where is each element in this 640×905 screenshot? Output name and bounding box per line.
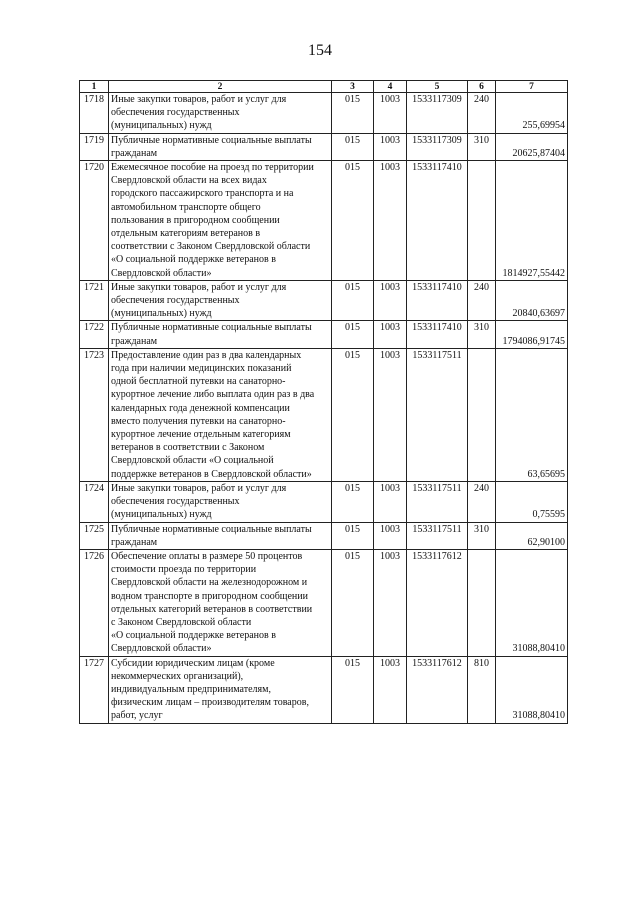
code-col6: 240 [468, 93, 496, 134]
code-col3: 015 [332, 549, 374, 656]
row-number: 1719 [80, 133, 109, 160]
code-col3: 015 [332, 161, 374, 281]
code-col3: 015 [332, 321, 374, 348]
row-number: 1727 [80, 656, 109, 723]
item-description: Иные закупки товаров, работ и услуг для обеспечения государственных (муниципальных) нужд [109, 93, 332, 134]
table-row [80, 133, 568, 160]
amount-value: 62,90100 [496, 522, 568, 549]
item-description: Обеспечение оплаты в размере 50 процентов стоимости проезда по территории Свердловской области на железнодорожном и водном транспорте в пригородном сообщении отдельных категорий ветеранов в соответствии с Законом Свердловской области «О социальной поддержке ветеранов в Свердловской области» [109, 549, 332, 656]
amount-value: 1814927,55442 [496, 161, 568, 281]
amount-value: 1794086,91745 [496, 321, 568, 348]
amount-value: 20625,87404 [496, 133, 568, 160]
code-col5: 1533117309 [407, 133, 468, 160]
column-header: 7 [496, 81, 568, 93]
code-col3: 015 [332, 656, 374, 723]
column-header: 3 [332, 81, 374, 93]
code-col5: 1533117612 [407, 549, 468, 656]
table-row [80, 656, 568, 723]
item-description: Иные закупки товаров, работ и услуг для обеспечения государственных (муниципальных) нужд [109, 481, 332, 522]
code-col5: 1533117511 [407, 522, 468, 549]
item-description: Публичные нормативные социальные выплаты гражданам [109, 321, 332, 348]
row-number: 1725 [80, 522, 109, 549]
code-col4: 1003 [374, 522, 407, 549]
code-col5: 1533117309 [407, 93, 468, 134]
code-col4: 1003 [374, 321, 407, 348]
table-row [80, 481, 568, 522]
table-row [80, 348, 568, 481]
table-row [80, 93, 568, 134]
table-row [80, 161, 568, 281]
code-col5: 1533117410 [407, 321, 468, 348]
item-description: Субсидии юридическим лицам (кроме некоммерческих организаций), индивидуальным предпринимателям, физическим лицам – производителям товаров, работ, услуг [109, 656, 332, 723]
table-row [80, 522, 568, 549]
code-col4: 1003 [374, 161, 407, 281]
code-col5: 1533117612 [407, 656, 468, 723]
row-number: 1720 [80, 161, 109, 281]
code-col4: 1003 [374, 481, 407, 522]
code-col5: 1533117410 [407, 161, 468, 281]
code-col6: 310 [468, 133, 496, 160]
row-number: 1718 [80, 93, 109, 134]
budget-table [79, 80, 568, 724]
code-col4: 1003 [374, 348, 407, 481]
code-col3: 015 [332, 522, 374, 549]
code-col6: 310 [468, 321, 496, 348]
code-col4: 1003 [374, 549, 407, 656]
amount-value: 31088,80410 [496, 549, 568, 656]
row-number: 1722 [80, 321, 109, 348]
table-row [80, 280, 568, 321]
code-col3: 015 [332, 133, 374, 160]
amount-value: 31088,80410 [496, 656, 568, 723]
table-row [80, 321, 568, 348]
page-number: 154 [308, 42, 332, 59]
code-col5: 1533117410 [407, 280, 468, 321]
code-col6 [468, 549, 496, 656]
code-col6: 240 [468, 481, 496, 522]
row-number: 1726 [80, 549, 109, 656]
item-description: Предоставление один раз в два календарных года при наличии медицинских показаний одной бесплатной путевки на санаторно- курортное лечение либо выплата один раз в два календарных года денежной компенсации вместо получения путевки на санаторно- курортное лечение отдельным категориям ветеранов в соответствии с Законом Свердловской области «О социальной поддержке ветеранов в Свердловской области» [109, 348, 332, 481]
column-header: 6 [468, 81, 496, 93]
table-body [80, 93, 568, 724]
table-row [80, 549, 568, 656]
code-col4: 1003 [374, 280, 407, 321]
code-col6: 240 [468, 280, 496, 321]
amount-value: 63,65695 [496, 348, 568, 481]
code-col6: 310 [468, 522, 496, 549]
header-row [80, 81, 568, 93]
code-col6: 810 [468, 656, 496, 723]
item-description: Ежемесячное пособие на проезд по территории Свердловской области на всех видах городского пассажирского транспорта и на автомобильном транспорте общего пользования в пригородном сообщении отдельным категориям ветеранов в соответствии с Законом Свердловской области «О социальной поддержке ветеранов в Свердловской области» [109, 161, 332, 281]
row-number: 1723 [80, 348, 109, 481]
item-description: Публичные нормативные социальные выплаты гражданам [109, 522, 332, 549]
row-number: 1724 [80, 481, 109, 522]
column-header: 1 [80, 81, 109, 93]
code-col4: 1003 [374, 133, 407, 160]
amount-value: 20840,63697 [496, 280, 568, 321]
item-description: Публичные нормативные социальные выплаты гражданам [109, 133, 332, 160]
amount-value: 0,75595 [496, 481, 568, 522]
code-col3: 015 [332, 348, 374, 481]
code-col5: 1533117511 [407, 348, 468, 481]
code-col3: 015 [332, 93, 374, 134]
code-col4: 1003 [374, 656, 407, 723]
code-col4: 1003 [374, 93, 407, 134]
code-col6 [468, 161, 496, 281]
row-number: 1721 [80, 280, 109, 321]
column-header: 5 [407, 81, 468, 93]
column-header: 2 [109, 81, 332, 93]
column-header: 4 [374, 81, 407, 93]
code-col3: 015 [332, 481, 374, 522]
amount-value: 255,69954 [496, 93, 568, 134]
code-col3: 015 [332, 280, 374, 321]
code-col5: 1533117511 [407, 481, 468, 522]
item-description: Иные закупки товаров, работ и услуг для обеспечения государственных (муниципальных) нужд [109, 280, 332, 321]
code-col6 [468, 348, 496, 481]
